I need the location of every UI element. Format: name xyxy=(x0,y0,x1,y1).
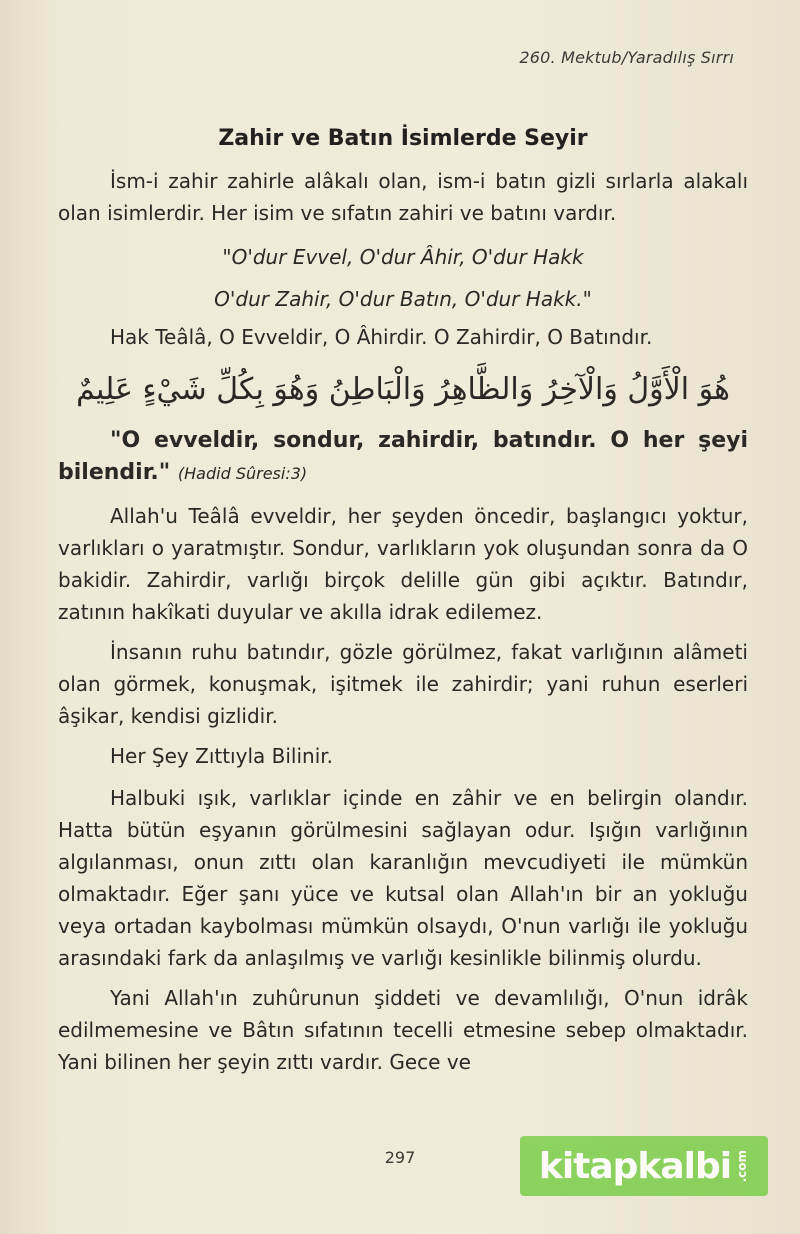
verse-translation xyxy=(58,425,748,490)
watermark-logo xyxy=(520,1136,768,1196)
arabic-verse: هُوَ الْأَوَّلُ وَالْآخِرُ وَالظَّاهِرُ وَالْبَاطِنُ وَهُوَ بِكُلِّ شَيْءٍ عَلِيمٌ xyxy=(76,372,730,407)
watermark-brand: kitapkalbi xyxy=(538,1145,732,1187)
page-number: 297 xyxy=(384,1148,416,1167)
section-title: Zahir ve Batın İsimlerde Seyir xyxy=(218,126,588,151)
zuhur-paragraph: Yani Allah'ın zuhûrunun şiddeti ve devamlılığı, O'nun idrâk edilmemesine ve Bâtın sıfatının tecelli etmesine sebep olmaktadır. Yani bilinen her şeyin zıttı vardır. Gece ve xyxy=(58,986,748,1074)
verse-text: "O evveldir, sondur, zahirdir, batındır. O her şeyi bilendir." xyxy=(58,428,748,485)
quote-line-1: "O'dur Evvel, O'dur Âhir, O'dur Hakk xyxy=(222,245,584,269)
page-content xyxy=(58,126,748,1086)
quote-line-2: O'dur Zahir, O'dur Batın, O'dur Hakk." xyxy=(214,287,592,311)
watermark-suffix: .com xyxy=(735,1149,750,1183)
verse-reference: (Hadid Sûresi:3) xyxy=(177,464,308,483)
subheading: Her Şey Zıttıyla Bilinir. xyxy=(110,744,333,768)
intro-paragraph: İsm-i zahir zahirle alâkalı olan, ism-i batın gizli sırlarla alakalı olan isimlerdir. Her isim ve sıfatın zahiri ve batını vardır. xyxy=(58,169,748,225)
ruh-paragraph: İnsanın ruhu batındır, gözle görülmez, fakat varlığının alâmeti olan görmek, konuşmak, işitmek ile zahirdir; yani ruhun eserleri âşikar, kendisi gizlidir. xyxy=(58,640,748,728)
isik-paragraph: Halbuki ışık, varlıklar içinde en zâhir ve en belirgin olandır. Hatta bütün eşyanın görülmesini sağlayan odur. Işığın varlığının algılanması, onun zıttı olan karanlığın mevcudiyeti ile mümkün olmaktadır. Eğer şanı yüce ve kutsal olan Allah'ın bir an yokluğu veya ortadan kaybolması mümkün olsaydı, O'nun varlığı ile yokluğu arasındaki fark da anlaşılmış ve varlığı kesinlikle bilinmiş olurdu. xyxy=(58,786,748,970)
running-header: 260. Mektub/Yaradılış Sırrı xyxy=(519,48,734,67)
allah-paragraph: Allah'u Teâlâ evveldir, her şeyden öncedir, başlangıcı yoktur, varlıkları o yaratmıştır. Sondur, varlıkların yok oluşundan sonra da O bakidir. Zahirdir, varlığı birçok delille gün gibi açıktır. Batındır, zatının hakîkati duyular ve akılla idrak edilemez. xyxy=(58,504,748,624)
hak-teala-paragraph: Hak Teâlâ, O Evveldir, O Âhirdir. O Zahirdir, O Batındır. xyxy=(110,325,653,349)
